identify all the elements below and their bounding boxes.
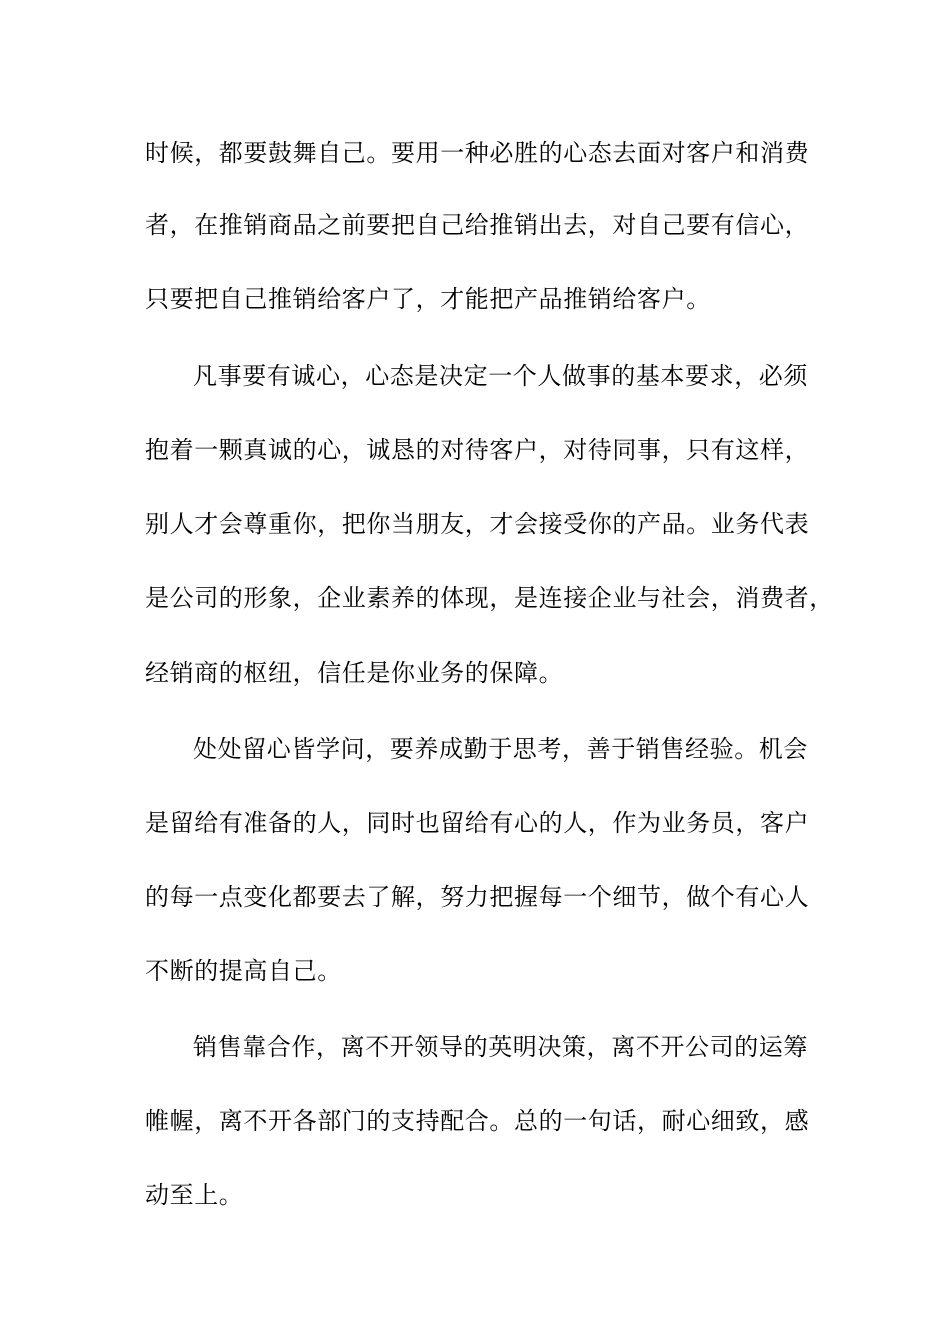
paragraph-line: 处处留心皆学问，要养成勤于思考，善于销售经验。机会 — [193, 735, 808, 763]
paragraph-line: 只要把自己推销给客户了，才能把产品推销给客户。 — [145, 285, 711, 313]
paragraph-line: 经销商的枢纽，信任是你业务的保障。 — [145, 659, 564, 687]
paragraph-line: 帷幄，离不开各部门的支持配合。总的一句话，耐心细致，感 — [145, 1107, 810, 1135]
paragraph-line: 动至上。 — [145, 1181, 244, 1209]
paragraph-line: 凡事要有诚心，心态是决定一个人做事的基本要求，必须 — [193, 362, 808, 390]
paragraph-line: 的每一点变化都要去了解，努力把握每一个细节，做个有心人 — [145, 883, 810, 911]
paragraph-line: 是留给有准备的人，同时也留给有心的人，作为业务员，客户 — [145, 809, 810, 837]
paragraph-line: 抱着一颗真诚的心，诚恳的对待客户，对待同事，只有这样， — [145, 436, 810, 464]
paragraph-line: 不断的提高自己。 — [145, 957, 342, 985]
paragraph-line: 是公司的形象，企业素养的体现，是连接企业与社会，消费者， — [145, 584, 834, 612]
paragraph-line: 时候，都要鼓舞自己。要用一种必胜的心态去面对客户和消费 — [145, 139, 810, 167]
paragraph-line: 销售靠合作，离不开领导的英明决策，离不开公司的运筹 — [193, 1033, 808, 1061]
paragraph-line: 者，在推销商品之前要把自己给推销出去，对自己要有信心， — [145, 211, 810, 239]
paragraph-line: 别人才会尊重你，把你当朋友，才会接受你的产品。业务代表 — [145, 510, 810, 538]
